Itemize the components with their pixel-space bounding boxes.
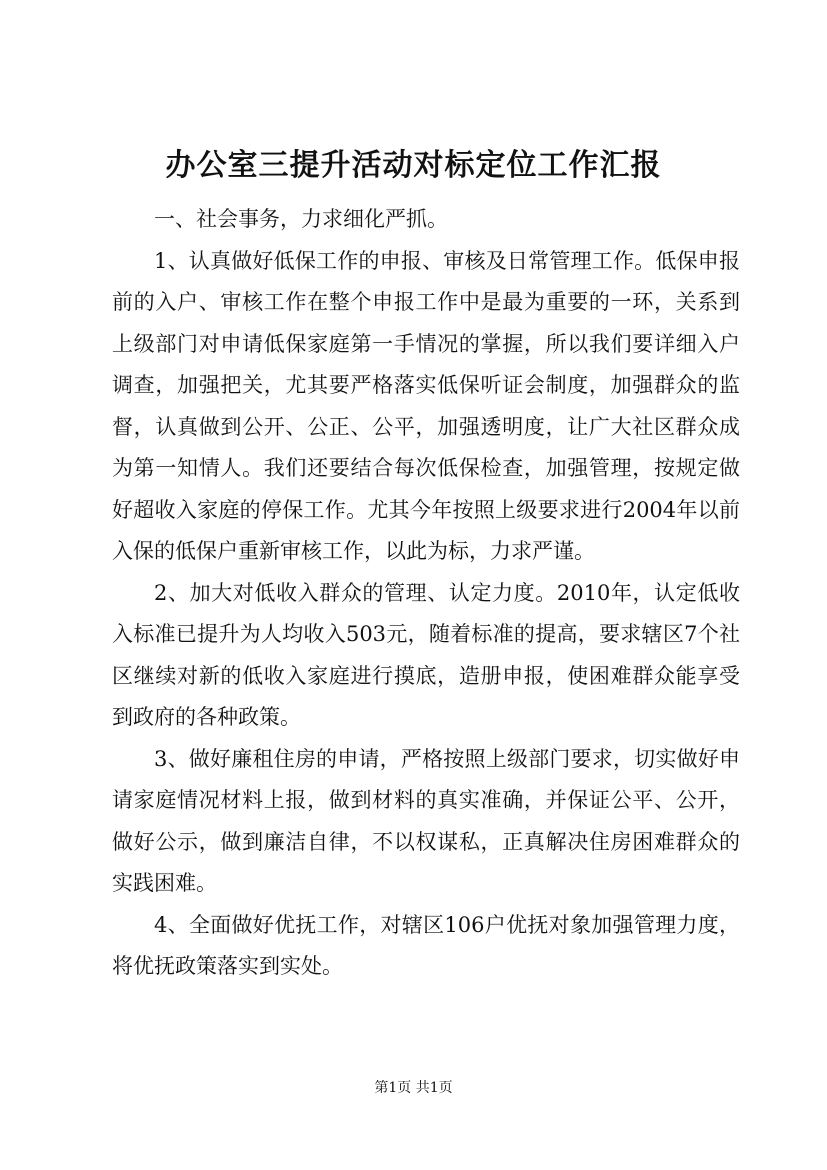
paragraph-item-2: 2、加大对低收入群众的管理、认定力度。2010年，认定低收入标准已提升为人均收入503元，随着标准的提高，要求辖区7个社区继续对新的低收入家庭进行摸底，造册申报，使困难群众能享受到政府的各种政策。 (112, 580, 740, 729)
document-title: 办公室三提升活动对标定位工作汇报 (165, 148, 662, 183)
section-heading-social-affairs: 一、社会事务，力求细化严抓。 (154, 207, 448, 231)
paragraph-item-4: 4、全面做好优抚工作，对辖区106户优抚对象加强管理力度，将优抚政策落实到实处。 (112, 912, 740, 978)
paragraph-item-1: 1、认真做好低保工作的申报、审核及日常管理工作。低保申报前的入户、审核工作在整个申报工作中是最为重要的一环，关系到上级部门对申请低保家庭第一手情况的掌握，所以我们要详细入户调查，加强把关，尤其要严格落实低保听证会制度，加强群众的监督，认真做到公开、公正、公平，加强透明度，让广大社区群众成为第一知情人。我们还要结合每次低保检查，加强管理，按规定做好超收入家庭的停保工作。尤其今年按照上级要求进行2004年以前入保的低保户重新审核工作，以此为标，力求严谨。 (112, 248, 740, 563)
paragraph-item-3: 3、做好廉租住房的申请，严格按照上级部门要求，切实做好申请家庭情况材料上报，做到材料的真实准确，并保证公平、公开，做好公示，做到廉洁自律，不以权谋私，正真解决住房困难群众的实践困难。 (112, 746, 740, 895)
document-body (112, 199, 740, 988)
page-footer: 第1页 共1页 (374, 1080, 453, 1096)
